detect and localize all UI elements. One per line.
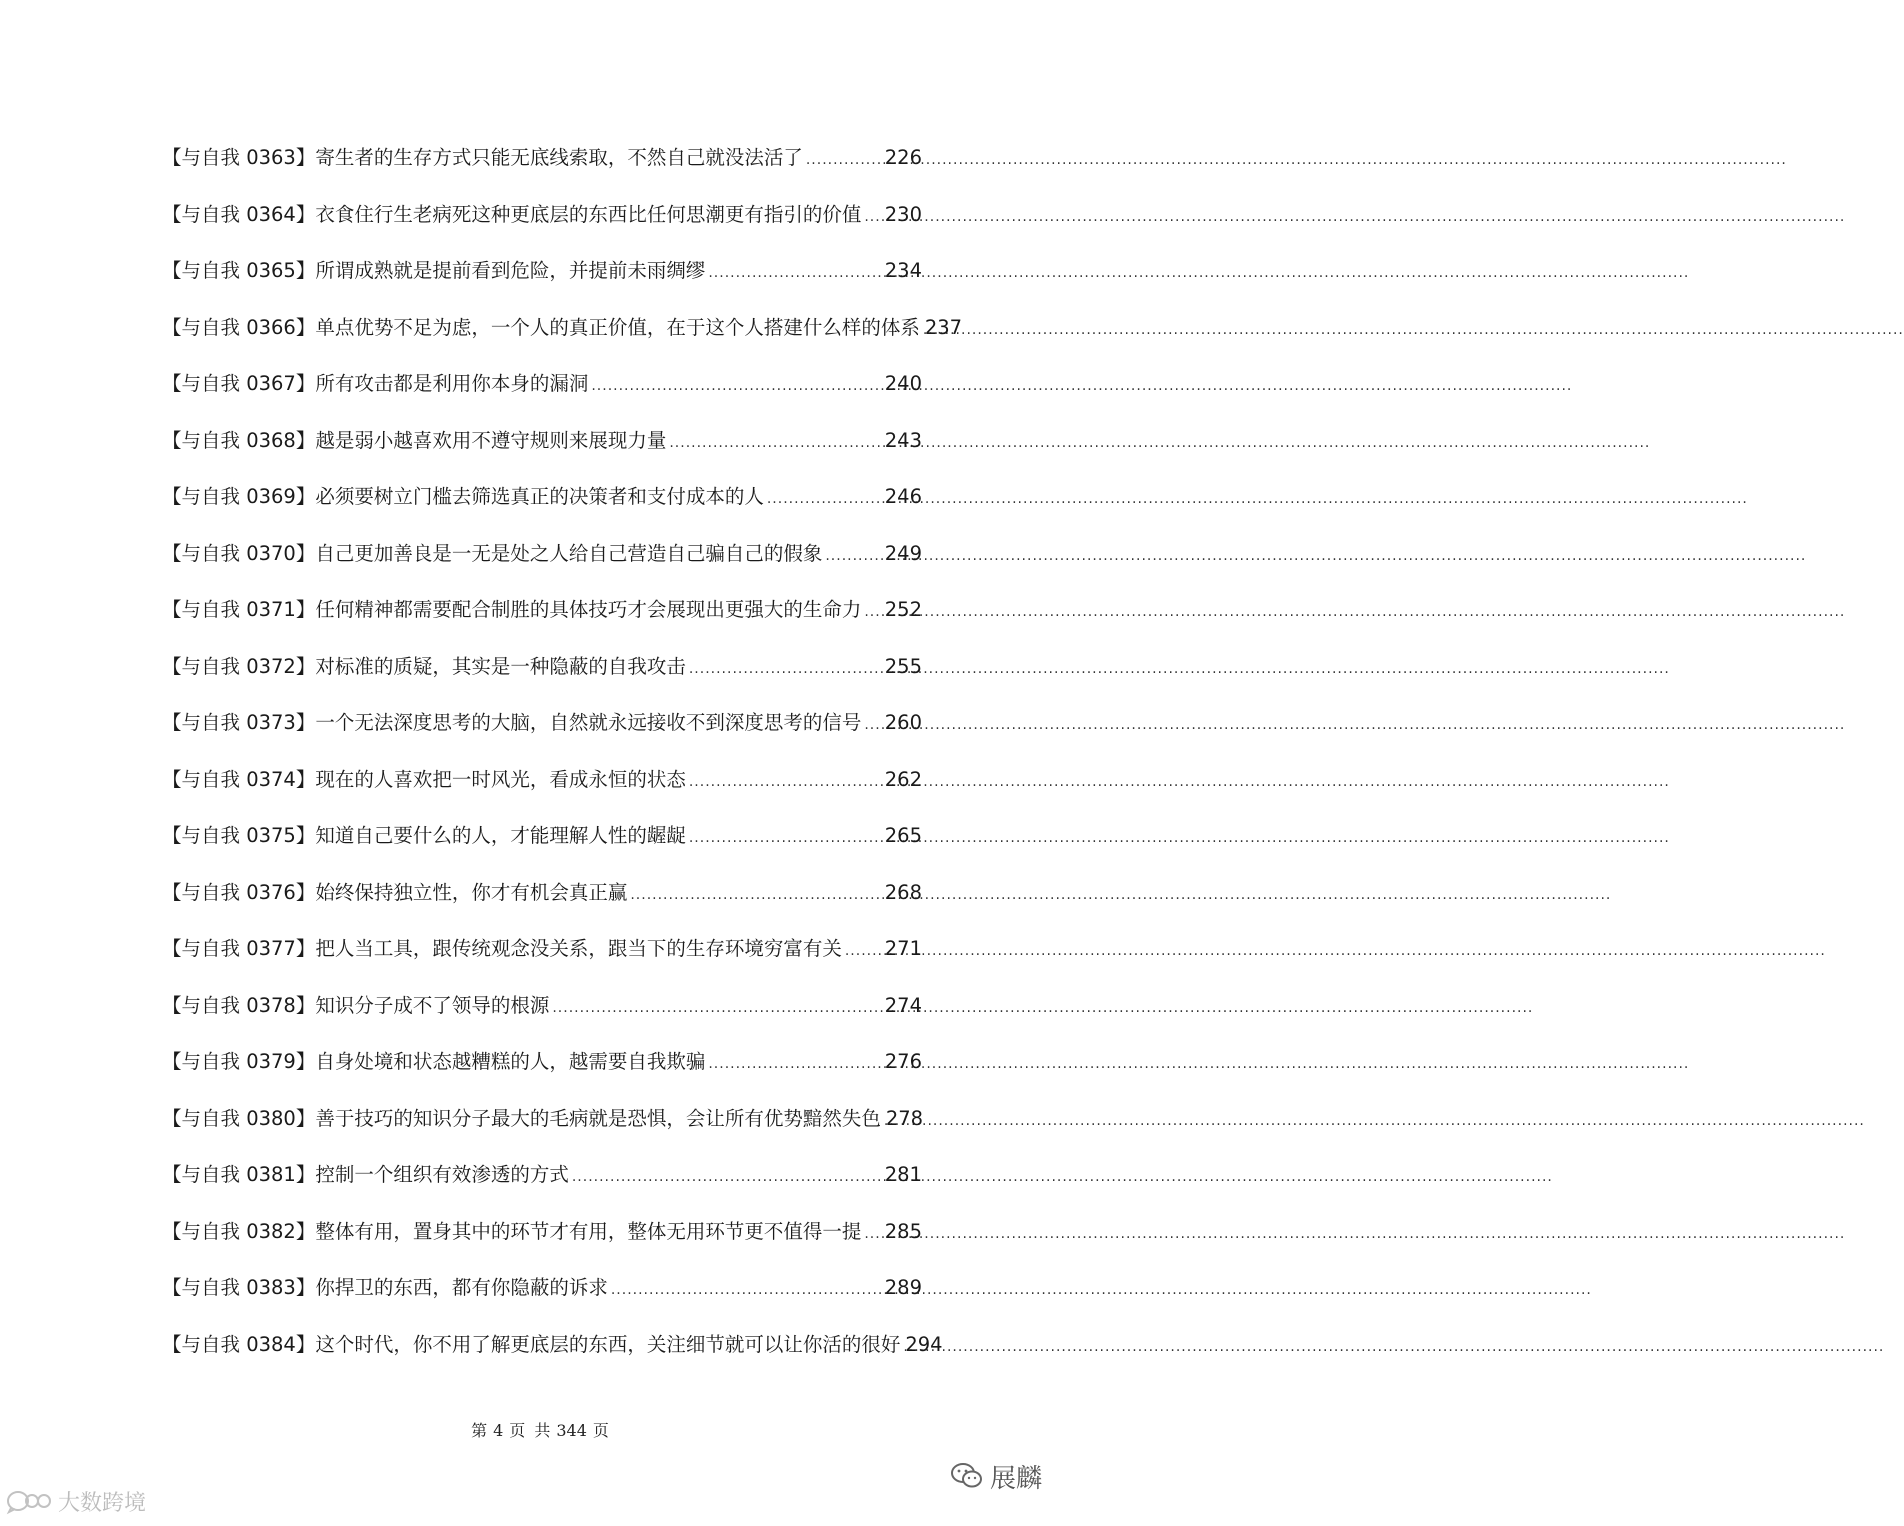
toc-entry[interactable] [162, 413, 922, 470]
dot-leader [861, 697, 882, 754]
wechat-icon [950, 1461, 984, 1491]
toc-entry[interactable] [162, 469, 922, 526]
entry-page-number: 285 [884, 1219, 922, 1243]
entry-title: 自己更加善良是一无是处之人给自己营造自己骗自己的假象 [315, 541, 823, 565]
entry-title: 衣食住行生老病死这种更底层的东西比任何思潮更有指引的价值 [315, 202, 862, 226]
entry-page-number: 243 [884, 428, 922, 452]
entry-page-number: 226 [884, 146, 922, 169]
entry-ref: 【与自我 0382】 [162, 1219, 316, 1243]
dot-leader [861, 584, 882, 641]
watermark-right-text: 展麟 [990, 1463, 1043, 1494]
entry-page-number: 237 [924, 315, 963, 339]
entry-page-number: 278 [885, 1106, 924, 1130]
dot-leader [588, 358, 882, 415]
toc-entry[interactable] [162, 526, 922, 583]
toc-entry[interactable] [162, 1317, 943, 1374]
entry-page-number: 265 [884, 824, 922, 847]
entry-page-number: 289 [884, 1276, 922, 1299]
entry-ref: 【与自我 0378】 [162, 993, 316, 1017]
footer-page-number: 4 [493, 1421, 504, 1440]
toc-entry[interactable] [162, 130, 922, 187]
entry-title: 一个无法深度思考的大脑，自然就永远接收不到深度思考的信号 [315, 711, 862, 734]
entry-ref: 【与自我 0370】 [162, 541, 316, 565]
entry-ref: 【与自我 0374】 [162, 767, 316, 791]
entry-title: 单点优势不足为虑，一个人的真正价值，在于这个人搭建什么样的体系 [315, 315, 920, 339]
entry-ref: 【与自我 0373】 [162, 711, 316, 734]
entry-title: 控制一个组织有效渗透的方式 [315, 1163, 569, 1186]
entry-title: 知识分子成不了领导的根源 [315, 993, 550, 1017]
toc-entry[interactable] [162, 978, 922, 1035]
watermark-right [950, 1456, 1042, 1496]
dot-leader [861, 1206, 882, 1263]
entry-page-number: 230 [884, 202, 922, 226]
dot-leader [666, 415, 882, 472]
entry-ref: 【与自我 0366】 [162, 315, 316, 339]
toc-entry[interactable] [162, 921, 922, 978]
entry-title: 所有攻击都是利用你本身的漏洞 [315, 372, 589, 395]
entry-ref: 【与自我 0364】 [162, 202, 316, 226]
watermark-left [6, 1484, 146, 1518]
entry-title: 把人当工具，跟传统观念没关系，跟当下的生存环境穷富有关 [315, 937, 842, 960]
toc-entry[interactable] [162, 1034, 922, 1091]
dot-leader [705, 245, 882, 302]
toc-entry[interactable] [162, 1091, 922, 1148]
entry-page-number: 249 [884, 541, 922, 565]
dot-leader [861, 189, 882, 246]
entry-ref: 【与自我 0368】 [162, 428, 316, 452]
toc-entry[interactable] [162, 695, 922, 752]
entry-ref: 【与自我 0372】 [162, 654, 316, 678]
entry-page-number: 268 [884, 880, 922, 904]
entry-page-number: 240 [884, 372, 922, 395]
entry-title: 所谓成熟就是提前看到危险，并提前未雨绸缪 [315, 259, 706, 282]
entry-page-number: 252 [884, 598, 922, 621]
dot-leader [686, 810, 883, 867]
entry-ref: 【与自我 0369】 [162, 485, 316, 508]
entry-title: 善于技巧的知识分子最大的毛病就是恐惧，会让所有优势黯然失色 [315, 1106, 881, 1130]
entry-page-number: 255 [884, 654, 922, 678]
entry-ref: 【与自我 0384】 [162, 1332, 316, 1356]
toc-entry[interactable] [162, 1204, 922, 1261]
entry-ref: 【与自我 0363】 [162, 146, 316, 169]
entry-ref: 【与自我 0375】 [162, 824, 316, 847]
toc-entry[interactable] [162, 1147, 922, 1204]
toc-entry[interactable] [162, 300, 963, 357]
entry-ref: 【与自我 0365】 [162, 259, 316, 282]
entry-page-number: 276 [884, 1050, 922, 1073]
entry-title: 对标准的质疑，其实是一种隐蔽的自我攻击 [315, 654, 686, 678]
toc-entry[interactable] [162, 243, 922, 300]
entry-title: 自身处境和状态越糟糕的人，越需要自我欺骗 [315, 1050, 706, 1073]
entry-ref: 【与自我 0367】 [162, 372, 316, 395]
entry-page-number: 294 [905, 1332, 943, 1356]
footer-total-pages: 344 [556, 1421, 587, 1440]
dot-leader [764, 471, 883, 528]
footer-suffix: 页 [592, 1421, 609, 1440]
dot-leader [686, 754, 883, 811]
entry-title: 越是弱小越喜欢用不遵守规则来展现力量 [315, 428, 667, 452]
entry-title: 寄生者的生存方式只能无底线索取，不然自己就没法活了 [315, 146, 803, 169]
entry-ref: 【与自我 0383】 [162, 1276, 316, 1299]
toc-entry[interactable] [162, 752, 922, 809]
entry-title: 整体有用，置身其中的环节才有用，整体无用环节更不值得一提 [315, 1219, 862, 1243]
toc-entry[interactable] [162, 582, 922, 639]
toc-entry[interactable] [162, 1260, 922, 1317]
entry-title: 任何精神都需要配合制胜的具体技巧才会展现出更强大的生命力 [315, 598, 862, 621]
entry-page-number: 234 [884, 259, 922, 282]
entry-ref: 【与自我 0381】 [162, 1163, 316, 1186]
dot-leader [569, 1149, 883, 1206]
table-of-contents [162, 130, 963, 1373]
dot-leader [822, 528, 882, 585]
dot-leader [803, 132, 883, 189]
chat-bubble-logo-icon [6, 1489, 52, 1513]
toc-entry[interactable] [162, 808, 922, 865]
entry-page-number: 271 [884, 937, 922, 960]
entry-ref: 【与自我 0379】 [162, 1050, 316, 1073]
dot-leader [627, 867, 882, 924]
entry-page-number: 262 [884, 767, 922, 791]
dot-leader [608, 1262, 883, 1319]
entry-title: 现在的人喜欢把一时风光，看成永恒的状态 [315, 767, 686, 791]
entry-ref: 【与自我 0376】 [162, 880, 316, 904]
dot-leader [549, 980, 882, 1037]
entry-title: 始终保持独立性，你才有机会真正赢 [315, 880, 628, 904]
page-footer [0, 1418, 1080, 1441]
watermark-left-text: 大数跨境 [58, 1490, 147, 1516]
toc-entry[interactable] [162, 865, 922, 922]
entry-title: 你捍卫的东西，都有你隐蔽的诉求 [315, 1276, 608, 1299]
dot-leader [842, 923, 883, 980]
footer-prefix: 第 [471, 1421, 488, 1440]
entry-page-number: 281 [884, 1163, 922, 1186]
entry-title: 必须要树立门槛去筛选真正的决策者和支付成本的人 [315, 485, 764, 508]
entry-ref: 【与自我 0377】 [162, 937, 316, 960]
toc-entry[interactable] [162, 187, 922, 244]
entry-ref: 【与自我 0371】 [162, 598, 316, 621]
footer-middle: 页 共 [509, 1421, 551, 1440]
dot-leader [686, 641, 883, 698]
entry-page-number: 246 [884, 485, 922, 508]
entry-title: 知道自己要什么的人，才能理解人性的龌龊 [315, 824, 686, 847]
entry-title: 这个时代，你不用了解更底层的东西，关注细节就可以让你活的很好 [315, 1332, 901, 1356]
toc-entry[interactable] [162, 356, 922, 413]
entry-page-number: 274 [884, 993, 922, 1017]
toc-entry[interactable] [162, 639, 922, 696]
entry-ref: 【与自我 0380】 [162, 1106, 316, 1130]
entry-page-number: 260 [884, 711, 922, 734]
dot-leader [705, 1036, 882, 1093]
